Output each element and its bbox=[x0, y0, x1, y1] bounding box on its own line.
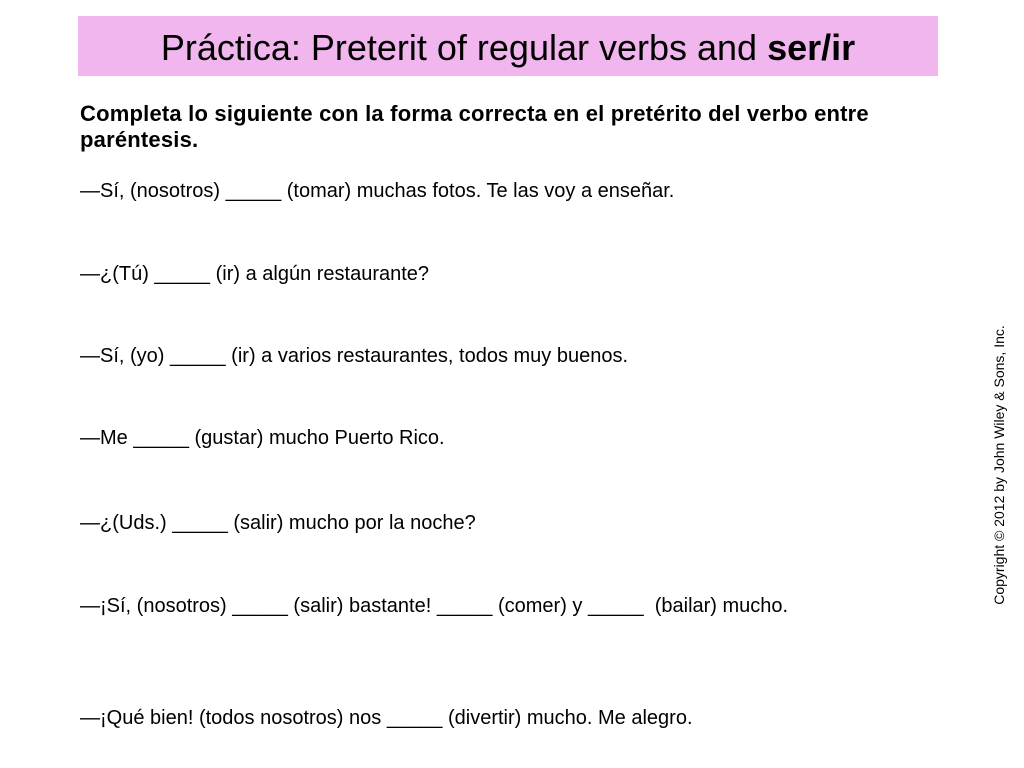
instructions-text: Completa lo siguiente con la forma correcta en el pretérito del verbo entre paréntesis. bbox=[80, 101, 869, 152]
exercise-item-5: —¿(Uds.) _____ (salir) mucho por la noche? bbox=[80, 512, 476, 534]
exercise-item-1: —Sí, (nosotros) _____ (tomar) muchas fotos. Te las voy a enseñar. bbox=[80, 180, 675, 202]
exercise-item-7: —¡Qué bien! (todos nosotros) nos _____ (divertir) mucho. Me alegro. bbox=[80, 707, 693, 729]
exercise-item-6: —¡Sí, (nosotros) _____ (salir) bastante! _____ (comer) y _____ (bailar) mucho. bbox=[80, 595, 789, 617]
exercise-item-4: —Me _____ (gustar) mucho Puerto Rico. bbox=[80, 427, 445, 449]
slide-title-regular: Práctica: Preterit of regular verbs and bbox=[160, 27, 768, 68]
slide-title bbox=[78, 16, 938, 76]
slide-title-bold: ser/ir bbox=[767, 27, 856, 68]
exercise-item-3: —Sí, (yo) _____ (ir) a varios restaurantes, todos muy buenos. bbox=[80, 345, 629, 367]
exercise-item-2: —¿(Tú) _____ (ir) a algún restaurante? bbox=[80, 263, 430, 285]
copyright-notice: Copyright © 2012 by John Wiley & Sons, Inc. bbox=[991, 325, 1007, 605]
